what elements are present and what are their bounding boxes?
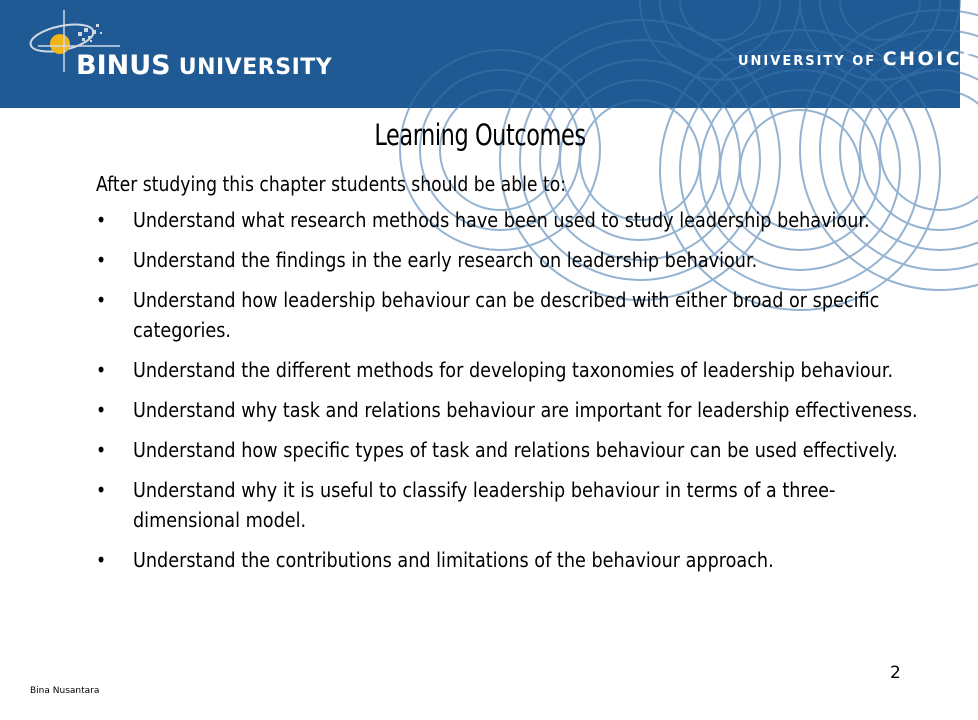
logo-brand: BINUS	[76, 50, 171, 81]
tagline-emphasis: CHOICE	[882, 48, 978, 70]
list-item	[96, 285, 924, 345]
header-banner	[0, 0, 978, 108]
list-item-text: Understand the different methods for developing taxonomies of leadership behaviour.	[132, 358, 894, 382]
bullet-icon: •	[96, 398, 107, 422]
list-item-text: Understand how leadership behaviour can be described with either broad or specific categories.	[132, 288, 880, 342]
bullet-icon: •	[96, 548, 107, 572]
list-item-text: Understand what research methods have been used to study leadership behaviour.	[132, 208, 870, 232]
list-item-text: Understand the findings in the early research on leadership behaviour.	[132, 248, 758, 272]
slide-title: Learning Outcomes	[374, 118, 586, 152]
list-item	[96, 475, 924, 535]
bullet-icon: •	[96, 438, 107, 462]
binus-logo	[28, 10, 333, 100]
list-item-text: Understand how specific types of task and relations behaviour can be used effectively.	[132, 438, 898, 462]
logo-suffix: UNIVERSITY	[178, 55, 333, 80]
list-item	[96, 435, 924, 465]
list-item-text: Understand the contributions and limitations of the behaviour approach.	[132, 548, 774, 572]
bullet-icon: •	[96, 208, 107, 232]
list-item-text: Understand why task and relations behaviour are important for leadership effectiveness.	[132, 398, 918, 422]
bullet-icon: •	[96, 248, 107, 272]
tagline-prefix: UNIVERSITY OF	[738, 54, 877, 69]
learning-outcomes-list	[96, 205, 918, 585]
list-item	[96, 205, 924, 235]
list-item	[96, 395, 924, 425]
list-item-text: Understand why it is useful to classify leadership behaviour in terms of a three-dimensional model.	[132, 478, 836, 532]
slide-intro: After studying this chapter students should be able to:	[96, 172, 567, 196]
bullet-icon: •	[96, 358, 107, 382]
bullet-icon: •	[96, 478, 107, 502]
page-number: 2	[890, 663, 901, 683]
list-item	[96, 245, 924, 275]
footer-source: Bina Nusantara	[30, 686, 100, 696]
logo-wordmark	[76, 50, 332, 81]
university-tagline	[738, 48, 978, 70]
bullet-icon: •	[96, 288, 107, 312]
list-item	[96, 355, 924, 385]
list-item	[96, 545, 924, 575]
